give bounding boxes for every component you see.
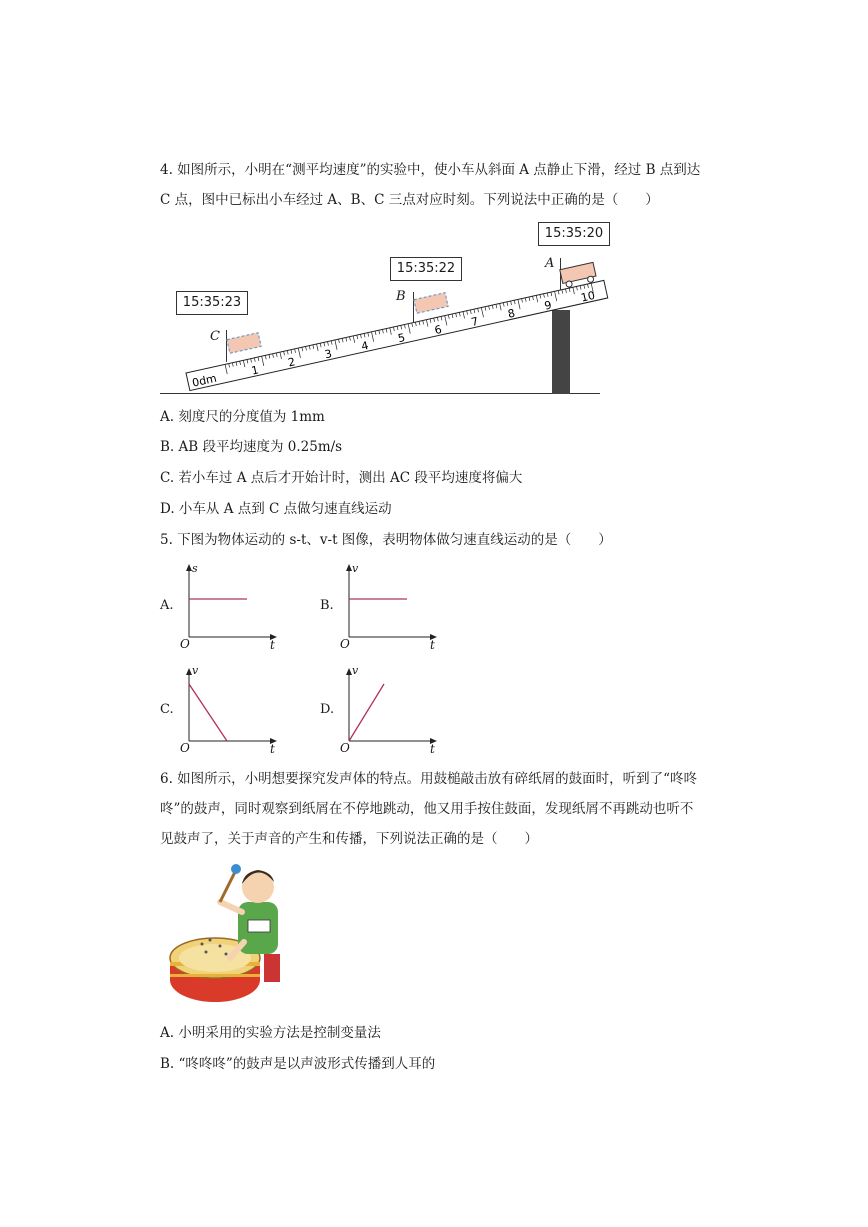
- q4-option-a: A. 刻度尺的分度值为 1mm: [160, 409, 325, 425]
- ruler-number: 4: [360, 339, 370, 354]
- drum-boy-illustration: [160, 862, 300, 1012]
- graph-d-line: [349, 684, 384, 741]
- ruler-number: 1: [250, 363, 260, 378]
- point-b-label: B: [396, 289, 406, 304]
- q6-stem-line2: 咚”的鼓声，同时观察到纸屑在不停地跳动，他又用手按住鼓面，发现纸屑不再跳动也听不: [160, 801, 694, 817]
- graph-c-origin: O: [180, 741, 190, 755]
- q5-stem: 5. 下图为物体运动的 s-t、v-t 图像，表明物体做匀速直线运动的是（ ）: [160, 532, 612, 548]
- q6-option-a: A. 小明采用的实验方法是控制变量法: [160, 1025, 381, 1041]
- graph-c-option: C.: [160, 702, 174, 717]
- q6-stem-line3: 见鼓声了，关于声音的产生和传播，下列说法正确的是（ ）: [160, 831, 538, 847]
- q4-stem-line1: 4. 如图所示，小明在“测平均速度”的实验中，使小车从斜面 A 点静止下滑，经过 B 点到达: [160, 162, 701, 178]
- point-c-label: C: [210, 329, 220, 344]
- graph-a-origin: O: [180, 637, 190, 651]
- incline-figure: [0, 0, 868, 400]
- ruler-number: 8: [506, 306, 517, 321]
- graph-a-x-label: t: [270, 638, 275, 652]
- time-box-a: 15:35:20: [538, 222, 610, 246]
- ruler-number: 10: [579, 288, 597, 305]
- q4-option-b: B. AB 段平均速度为 0.25m/s: [160, 439, 343, 455]
- ruler-unit-label: 0dm: [190, 371, 218, 390]
- ruler-number: 2: [286, 355, 297, 370]
- cart-icon: [558, 258, 618, 298]
- incline-ruler: [0, 0, 868, 400]
- graph-c-line: [189, 684, 227, 741]
- graph-b-y-label: v: [352, 562, 359, 575]
- ruler-number: 9: [543, 298, 553, 313]
- ruler-number: 5: [396, 330, 407, 346]
- graph-d-origin: O: [340, 741, 350, 755]
- graph-b-option: B.: [320, 598, 334, 613]
- q6-option-b: B. “咚咚咚”的鼓声是以声波形式传播到人耳的: [160, 1056, 436, 1072]
- cart-position-b: [413, 290, 463, 320]
- q6-stem-line1: 6. 如图所示，小明想要探究发声体的特点。用鼓槌敲击放有碎纸屑的鼓面时，听到了“咚咚: [160, 771, 698, 787]
- ruler-number: 7: [469, 314, 480, 329]
- q4-option-d: D. 小车从 A 点到 C 点做匀速直线运动: [160, 501, 392, 517]
- time-box-b: 15:35:22: [390, 257, 462, 281]
- ruler-number: 6: [433, 322, 443, 338]
- q4-option-c: C. 若小车过 A 点后才开始计时，测出 AC 段平均速度将偏大: [160, 470, 523, 486]
- graph-a-y-label: s: [192, 562, 198, 575]
- graph-a-option: A.: [160, 598, 174, 613]
- graph-d-option: D.: [320, 702, 335, 717]
- graph-b-origin: O: [340, 637, 350, 651]
- cart-position-c: [226, 330, 276, 360]
- time-box-c: 15:35:23: [176, 291, 248, 315]
- q4-stem-line2: C 点，图中已标出小车经过 A、B、C 三点对应时刻。下列说法中正确的是（ ）: [160, 192, 659, 208]
- ruler-number: 3: [323, 347, 334, 362]
- graph-c-y-label: v: [192, 664, 199, 677]
- graph-b-x-label: t: [430, 638, 435, 652]
- graph-d-y-label: v: [352, 664, 359, 677]
- graph-c-x-label: t: [270, 742, 275, 756]
- graph-d-x-label: t: [430, 742, 435, 756]
- point-a-label: A: [545, 256, 555, 271]
